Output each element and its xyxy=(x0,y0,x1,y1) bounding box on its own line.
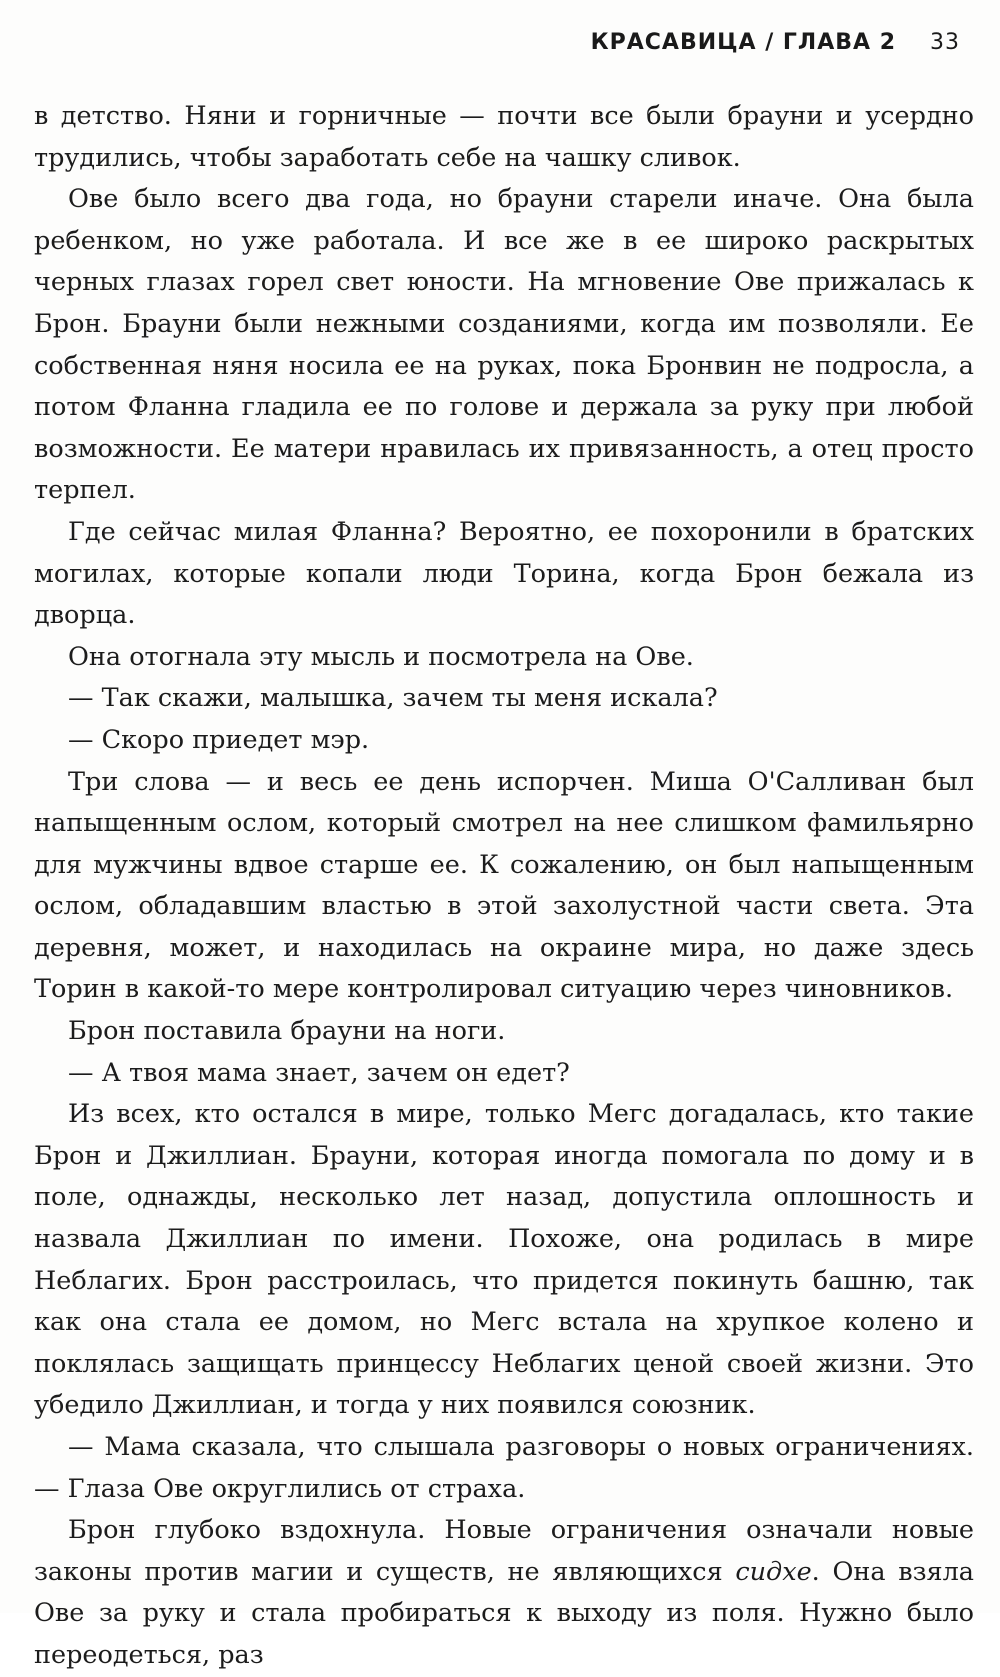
paragraph: в детство. Няни и горничные — почти все были брауни и усердно трудились, чтобы заработать себе на чашку сливок. xyxy=(34,101,974,173)
paragraph: Ове было всего два года, но брауни старели иначе. Она была ребенком, но уже работала. И все же в ее широко раскрытых черных глазах горел свет юности. На мгновение Ове прижалась к Брон. Брауни были нежными созданиями, когда им позволяли. Ее собственная няня носила ее на руках, пока Бронвин не подросла, а потом Фланна гладила ее по голове и держала за руку при любой возможности. Ее матери нравилась их привязанность, а отец просто терпел. xyxy=(34,184,974,506)
page-header xyxy=(591,30,960,55)
paragraph: Три слова — и весь ее день испорчен. Миша О'Салливан был напыщенным ослом, который смотрел на нее слишком фамильярно для мужчины вдвое старше ее. К сожалению, он был напыщенным ослом, обладавшим властью в этой захолустной части света. Эта деревня, может, и находилась на окраине мира, но даже здесь Торин в какой-то мере контролировал ситуацию через чиновников. xyxy=(34,766,974,1005)
paragraph: Где сейчас милая Фланна? Вероятно, ее похоронили в братских могилах, которые копали люди Торина, когда Брон бежала из дворца. xyxy=(34,516,974,631)
paragraph-last xyxy=(34,1510,974,1676)
page-number: 33 xyxy=(930,30,960,55)
dialogue-line: — Так скажи, малышка, зачем ты меня искала? xyxy=(68,683,718,714)
paragraph: Из всех, кто остался в мире, только Мегс догадалась, кто такие Брон и Джиллиан. Брауни, которая иногда помогала по дому и в поле, однажды, несколько лет назад, допустила оплошность и назвала Джиллиан по имени. Похоже, она родилась в мире Неблагих. Брон расстроилась, что придется покинуть башню, так как она стала ее домом, но Мегс встала на хрупкое колено и поклялась защищать принцессу Неблагих ценой своей жизни. Это убедило Джиллиан, и тогда у них появился союзник. xyxy=(34,1099,974,1421)
paragraph: Она отогнала эту мысль и посмотрела на Ове. xyxy=(68,641,694,672)
text-run: Брон глубоко вздохнула. Новые ограничения означали новые законы против магии и существ, не являющихся xyxy=(34,1515,974,1587)
dialogue-line: — А твоя мама знает, зачем он едет? xyxy=(68,1057,570,1088)
italic-word: сидхе xyxy=(735,1556,812,1587)
paragraph: Брон поставила брауни на ноги. xyxy=(68,1016,506,1047)
dialogue-line: — Мама сказала, что слышала разговоры о новых ограничениях. — Глаза Ове округлились от страха. xyxy=(34,1432,974,1504)
running-title: КРАСАВИЦА / ГЛАВА 2 xyxy=(590,30,896,55)
text-run: . Она взяла Ове за руку и стала пробираться к выходу из поля. Нужно было переодеться, раз xyxy=(34,1556,974,1670)
dialogue-line: — Скоро приедет мэр. xyxy=(68,724,370,755)
body-text xyxy=(34,96,974,1677)
